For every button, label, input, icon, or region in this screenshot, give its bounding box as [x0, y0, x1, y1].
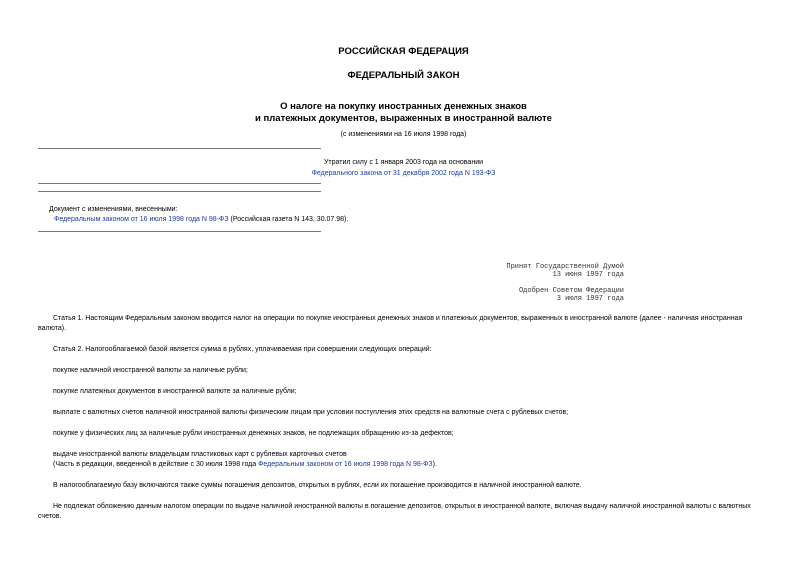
lost-force-link[interactable]: Федерального закона от 31 декабря 2002 года N 193-ФЗ	[311, 170, 496, 177]
changes-link[interactable]: Федеральным законом от 16 июля 1998 года N 98-ФЗ	[54, 216, 229, 223]
list-item: покупке платежных документов в иностранной валюте за наличные рубли;	[53, 388, 297, 395]
edit-note	[38, 460, 770, 470]
amendment-note: (с изменениями на 16 июля 1998 года)	[340, 131, 467, 138]
list-item: выдаче иностранной валюты владельцам пластиковых карт с рублевых карточных счетов	[53, 451, 347, 458]
edit-note-prefix: (Часть в редакции, введенной в действие с 30 июля 1998 года	[53, 461, 259, 468]
paragraph-exempt: Не подлежат обложению данным налогом операции по выдаче наличной иностранной валюты в погашение депозитов, открытых в иностранной валюте, включая выдачу наличной иностранной валюты с валютных счетов.	[38, 503, 751, 520]
lost-force-text: Утратил силу с 1 января 2003 года на основании	[323, 159, 484, 166]
divider	[38, 191, 321, 192]
council-approved: Одобрен Советом Федерации	[518, 287, 624, 295]
list-item: выплате с валютных счетов наличной иностранной валюты физическим лицам при условии поступления этих средств на валютные счета с рублевых счетов;	[53, 409, 569, 416]
divider	[38, 231, 321, 232]
changes-label: Документ с изменениями, внесенными:	[49, 206, 178, 213]
article-2: Статья 2. Налогооблагаемой базой является сумма в рублях, уплачиваемая при совершении следующих операций:	[53, 346, 432, 353]
council-date: 3 июля 1997 года	[556, 295, 624, 303]
list-item: покупке наличной иностранной валюты за наличные рубли;	[53, 367, 248, 374]
law-title-line-1: О налоге на покупку иностранных денежных знаков	[280, 101, 527, 112]
edit-note-suffix: ).	[432, 461, 437, 468]
paragraph-base: В налогооблагаемую базу включаются также суммы погашения депозитов, открытых в рублях, если их погашение производится в наличной иностранной валюте.	[53, 482, 582, 489]
changes-line	[54, 216, 348, 223]
divider	[38, 148, 321, 149]
divider	[38, 183, 321, 184]
edit-note-link[interactable]: Федеральным законом от 16 июля 1998 года N 98-ФЗ	[258, 461, 433, 468]
law-title-line-2: и платежных документов, выраженных в иностранной валюте	[255, 113, 552, 124]
doc-type-heading: ФЕДЕРАЛЬНЫЙ ЗАКОН	[347, 70, 460, 81]
article-1: Статья 1. Настоящим Федеральным законом вводится налог на операции по покупке иностранных денежных знаков и платежных документов, выраженных в иностранной валюте (далее - наличная иностранная валюта).	[38, 315, 743, 332]
duma-date: 13 июня 1997 года	[552, 271, 624, 279]
duma-adopted: Принят Государственной Думой	[506, 263, 624, 271]
list-item: покупке у физических лиц за наличные рубли иностранных денежных знаков, не подлежащих обращению из-за дефектов;	[53, 430, 454, 437]
country-heading: РОССИЙСКАЯ ФЕДЕРАЦИЯ	[338, 46, 469, 57]
changes-source: (Российская газета N 143, 30.07.98).	[228, 216, 349, 223]
